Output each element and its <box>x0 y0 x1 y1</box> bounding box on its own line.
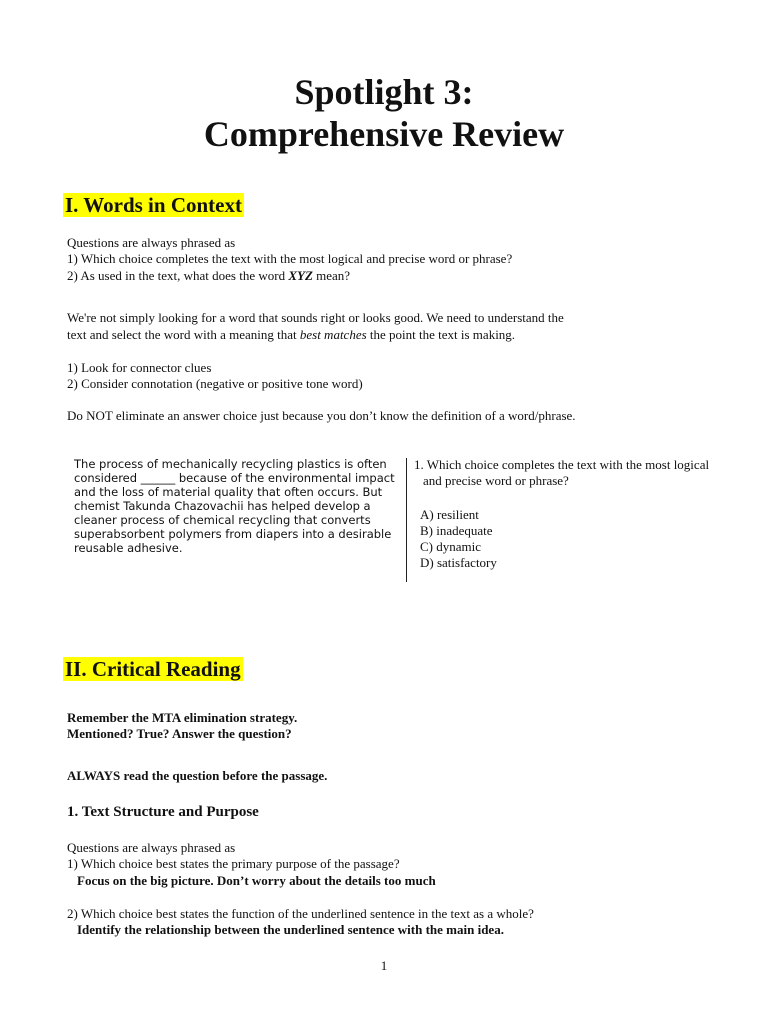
answer-choice-d: D) satisfactory <box>420 555 497 570</box>
mta-strategy-line2: Mentioned? True? Answer the question? <box>67 726 292 741</box>
section-heading-critical-reading <box>63 657 243 682</box>
purpose-question-1-tip: Focus on the big picture. Don’t worry about the details too much <box>77 873 436 888</box>
para-pre: text and select the word with a meaning that <box>67 327 300 342</box>
answer-choice-c: C) dynamic <box>420 539 482 554</box>
page-number: 1 <box>380 958 388 973</box>
page-title-line2: Comprehensive Review <box>203 114 565 154</box>
subheading-text-structure: 1. Text Structure and Purpose <box>67 804 259 820</box>
phrased-intro: Questions are always phrased as <box>67 235 236 250</box>
explanation-line-2 <box>67 327 515 343</box>
q2-post: mean? <box>312 268 351 283</box>
section-heading-words-in-context <box>63 193 244 218</box>
purpose-question-1: 1) Which choice best states the primary purpose of the passage? <box>67 856 400 871</box>
question-1-line2: and precise word or phrase? <box>423 473 569 488</box>
passage <box>74 457 395 555</box>
passage-line: The process of mechanically recycling plastics is often <box>74 457 387 471</box>
question-1-line1: 1. Which choice completes the text with the most logical <box>414 457 710 472</box>
phrased-intro-2: Questions are always phrased as <box>67 840 236 855</box>
purpose-question-2: 2) Which choice best states the function of the underlined sentence in the text as a whole? <box>67 906 534 921</box>
para-emphasis: best matches <box>299 327 367 342</box>
always-read-note: ALWAYS read the question before the passage. <box>67 768 328 783</box>
section-heading-text: I. Words in Context <box>65 193 242 217</box>
purpose-question-2-tip: Identify the relationship between the underlined sentence with the main idea. <box>77 922 504 937</box>
para-post: the point the text is making. <box>366 327 516 342</box>
column-divider <box>406 458 407 582</box>
tip-connector-clues: 1) Look for connector clues <box>67 360 212 375</box>
passage-line: and the loss of material quality that often occurs. But <box>74 485 383 499</box>
q2-word: XYZ <box>288 268 313 283</box>
tip-connotation: 2) Consider connotation (negative or positive tone word) <box>67 376 363 391</box>
question-type-2 <box>67 268 350 284</box>
passage-line: chemist Takunda Chazovachii has helped develop a <box>74 499 371 513</box>
passage-line: cleaner process of chemical recycling that converts <box>74 513 371 527</box>
question-type-1: 1) Which choice completes the text with the most logical and precise word or phrase? <box>67 251 513 266</box>
passage-line: reusable adhesive. <box>74 541 183 555</box>
explanation-line-1: We're not simply looking for a word that sounds right or looks good. We need to understand the <box>67 310 564 325</box>
warning-text: Do NOT eliminate an answer choice just because you don’t know the definition of a word/phrase. <box>67 408 576 423</box>
answer-choice-b: B) inadequate <box>420 523 493 538</box>
passage-line: considered ______ because of the environmental impact <box>74 471 395 485</box>
page-title-line1: Spotlight 3: <box>294 72 474 112</box>
passage-line: superabsorbent polymers from diapers into a desirable <box>74 527 392 541</box>
q2-pre: 2) As used in the text, what does the word <box>67 268 289 283</box>
mta-strategy-line1: Remember the MTA elimination strategy. <box>67 710 298 725</box>
section-heading-text: II. Critical Reading <box>65 657 241 681</box>
answer-choice-a: A) resilient <box>420 507 479 522</box>
